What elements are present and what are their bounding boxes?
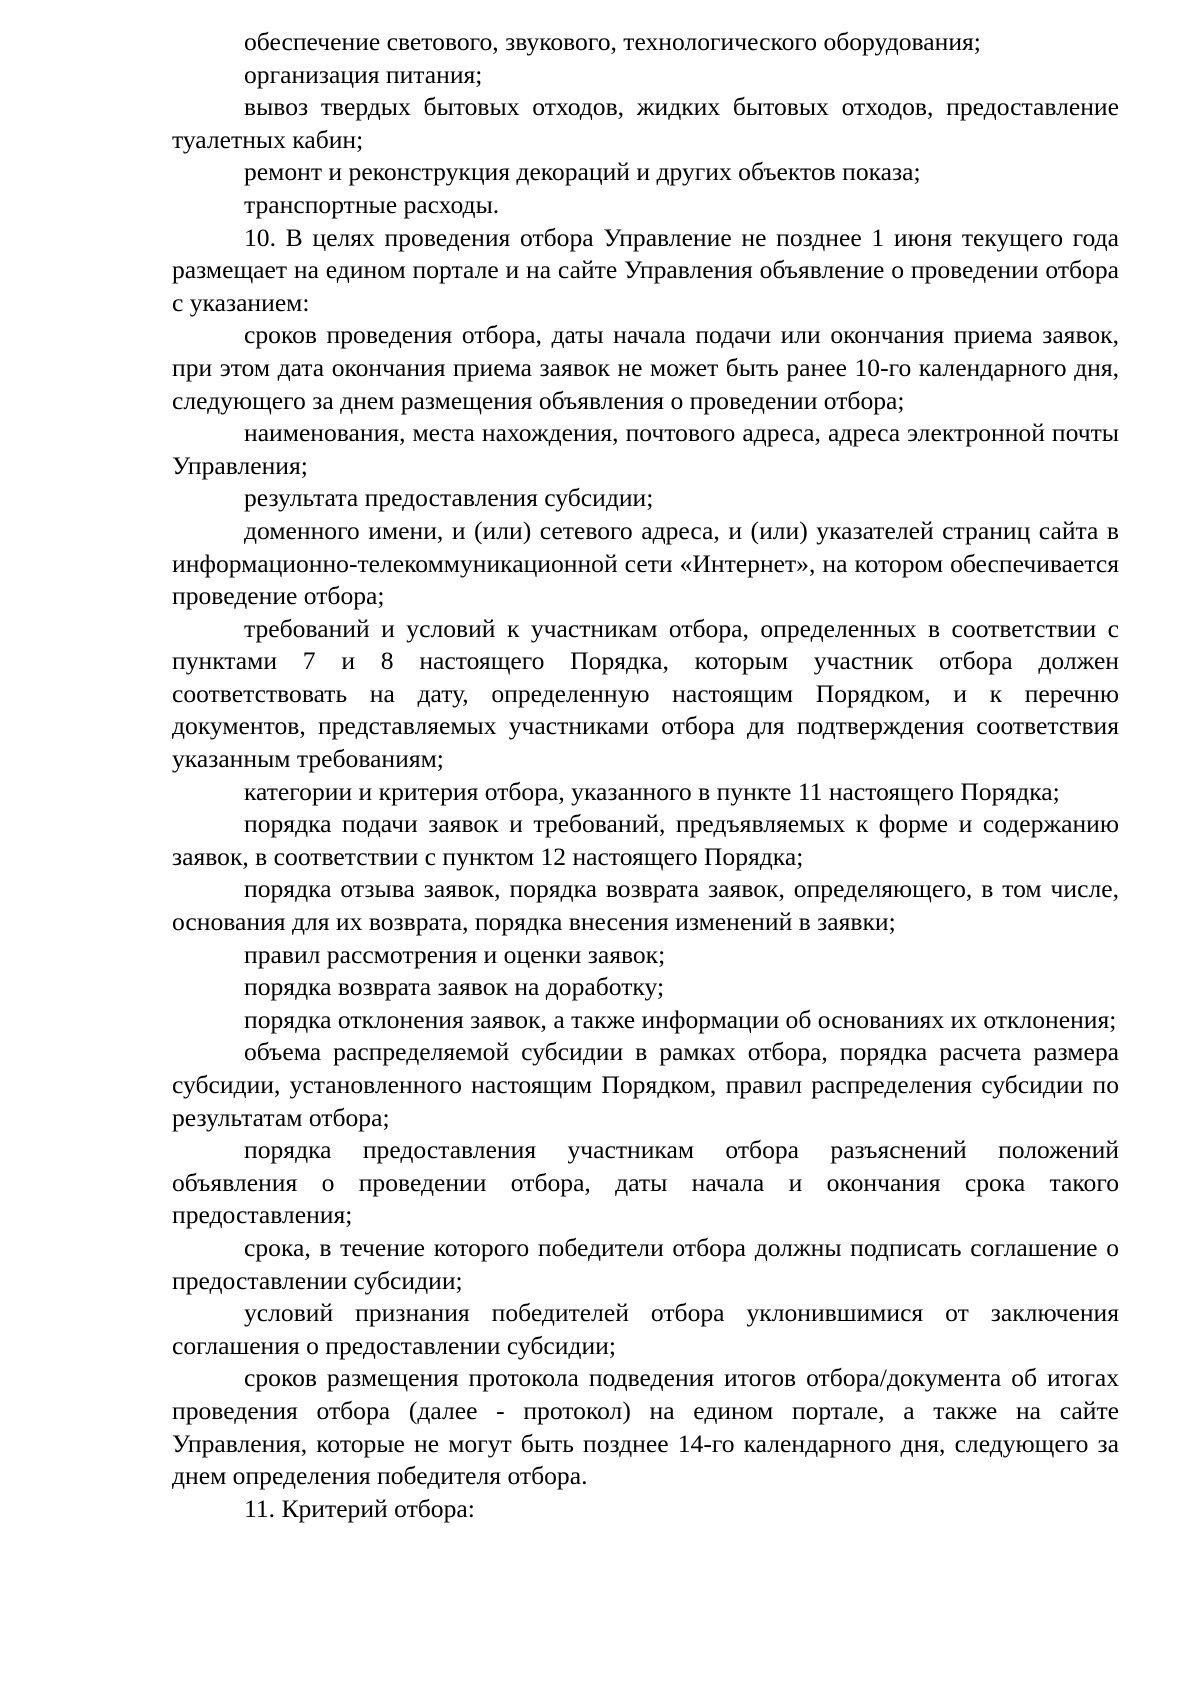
- paragraph-review-rules: правил рассмотрения и оценки заявок;: [244, 939, 666, 969]
- paragraph-rejection: порядка отклонения заявок, а также информации об основаниях их отклонения;: [244, 1004, 1117, 1034]
- paragraph-catering: организация питания;: [244, 59, 483, 89]
- paragraph-submission: порядка подачи заявок и требований, предъявляемых к форме и содержанию заявок, в соответствии с пунктом 12 настоящего Порядка;: [172, 809, 1119, 871]
- paragraph-withdrawal: порядка отзыва заявок, порядка возврата заявок, определяющего, в том числе, основания для их возврата, порядка внесения изменений в заявки;: [172, 874, 1119, 937]
- paragraph-transport: транспортные расходы.: [244, 189, 500, 219]
- paragraph-signing-term: срока, в течение которого победители отбора должны подписать соглашение о предоставлении субсидии;: [172, 1232, 1119, 1295]
- paragraph-address: наименования, места нахождения, почтового адреса, адреса электронной почты Управления;: [172, 418, 1119, 480]
- paragraph-section-10: 10. В целях проведения отбора Управление не позднее 1 июня текущего года размещает на едином портале и на сайте Управления объявление о проведении отбора с указанием:: [172, 222, 1119, 317]
- document-body: [172, 26, 1119, 1525]
- paragraph-equipment: обеспечение светового, звукового, технологического оборудования;: [244, 27, 981, 56]
- paragraph-deadlines: сроков проведения отбора, даты начала подачи или окончания приема заявок, при этом дата окончания приема заявок не может быть ранее 10-го календарного дня, следующего за днем размещения объявления о проведении отбора;: [172, 320, 1119, 415]
- paragraph-clarifications: порядка предоставления участникам отбора разъяснений положений объявления о проведении отбора, даты начала и окончания срока такого предоставления;: [172, 1135, 1119, 1230]
- paragraph-requirements: требований и условий к участникам отбора, определенных в соответствии с пунктами 7 и 8 настоящего Порядка, которым участник отбора должен соответствовать на дату, определенную настоящим Порядком, и к перечню документов, представляемых участниками отбора для подтверждения соответствия указанным требованиям;: [172, 613, 1119, 774]
- paragraph-section-11: 11. Критерий отбора:: [244, 1493, 475, 1523]
- paragraph-result: результата предоставления субсидии;: [244, 483, 654, 513]
- paragraph-decorations: ремонт и реконструкция декораций и других объектов показа;: [244, 157, 921, 187]
- paragraph-return: порядка возврата заявок на доработку;: [244, 972, 665, 1002]
- paragraph-evasion: условий признания победителей отбора уклонившимися от заключения соглашения о предоставлении субсидии;: [172, 1298, 1119, 1360]
- paragraph-domain: доменного имени, и (или) сетевого адреса, и (или) указателей страниц сайта в информационно-телекоммуникационной сети «Интернет», на котором обеспечивается проведение отбора;: [172, 515, 1119, 611]
- paragraph-waste: вывоз твердых бытовых отходов, жидких бытовых отходов, предоставление туалетных кабин;: [172, 92, 1119, 154]
- paragraph-volume: объема распределяемой субсидии в рамках отбора, порядка расчета размера субсидии, установленного настоящим Порядком, правил распределения субсидии по результатам отбора;: [172, 1037, 1119, 1132]
- paragraph-protocol: сроков размещения протокола подведения итогов отбора/документа об итогах проведения отбора (далее - протокол) на едином портале, а также на сайте Управления, которые не могут быть позднее 14-го календарного дня, следующего за днем определения победителя отбора.: [172, 1363, 1119, 1491]
- paragraph-category: категории и критерия отбора, указанного в пункте 11 настоящего Порядка;: [244, 776, 1060, 806]
